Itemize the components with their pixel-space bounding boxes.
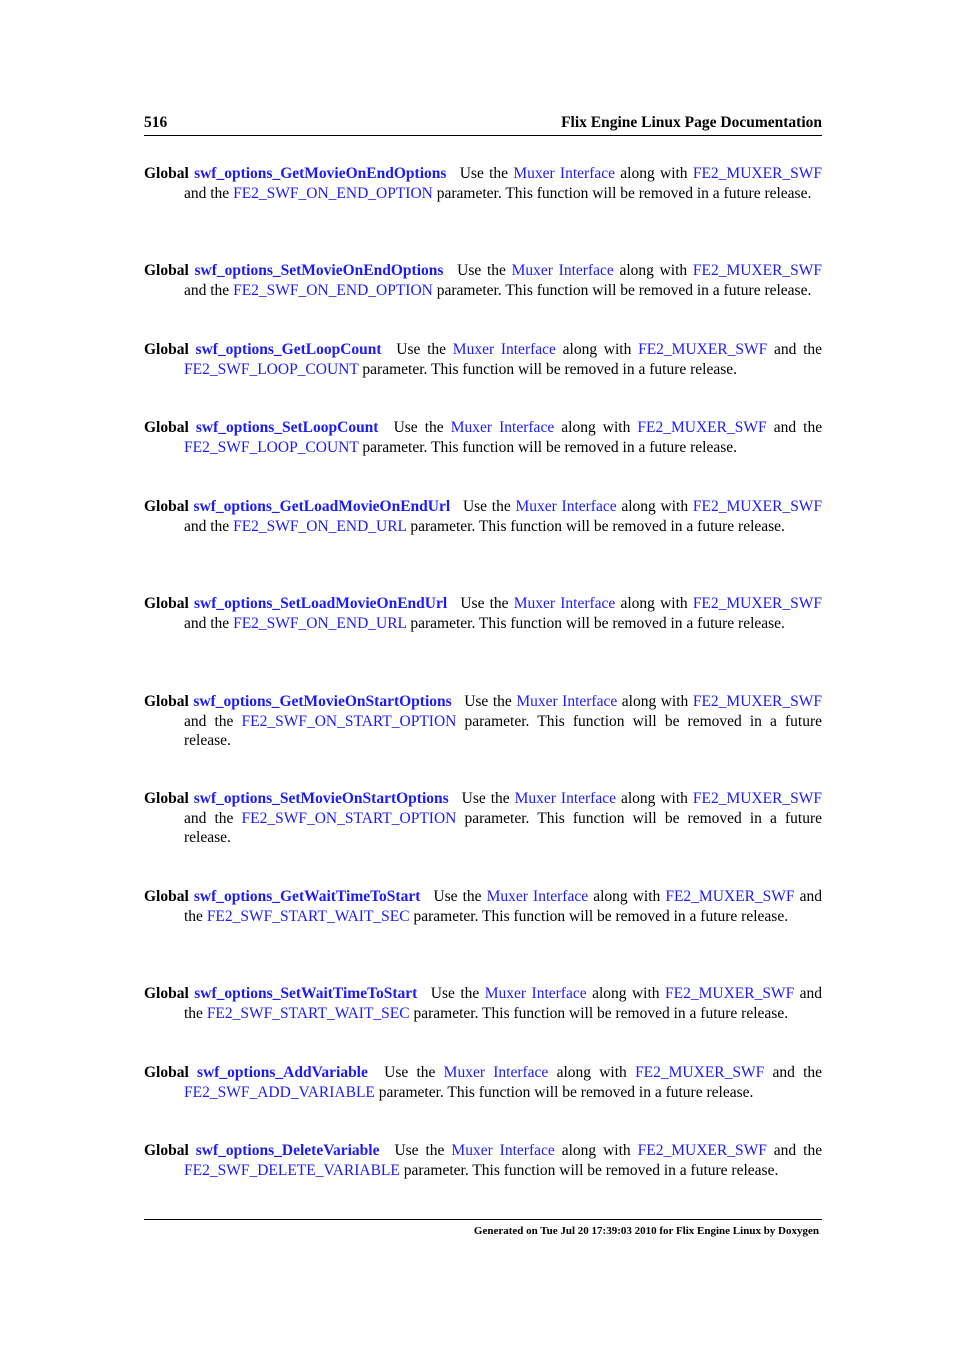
along-with-text: along with xyxy=(620,595,688,612)
use-the-text: Use the xyxy=(461,790,510,807)
page-number: 516 xyxy=(144,114,168,131)
deprecated-entry xyxy=(144,984,822,1023)
function-link[interactable]: swf_options_SetLoadMovieOnEndUrl xyxy=(193,595,448,612)
use-the-text: Use the xyxy=(430,985,480,1002)
parameter-link[interactable]: FE2_SWF_LOOP_COUNT xyxy=(184,360,359,378)
muxer-swf-link[interactable]: FE2_MUXER_SWF xyxy=(692,790,823,807)
use-the-text: Use the xyxy=(462,498,511,515)
muxer-interface-link[interactable]: Muxer Interface xyxy=(515,498,617,515)
along-with-text: along with xyxy=(621,693,689,710)
parameter-link[interactable]: FE2_SWF_ON_START_OPTION xyxy=(241,809,457,827)
global-label: Global xyxy=(144,498,189,515)
muxer-interface-link[interactable]: Muxer Interface xyxy=(451,1142,555,1159)
and-the-text: and the xyxy=(184,809,234,827)
removal-notice: parameter. This function will be removed in a future release. xyxy=(436,281,812,299)
muxer-interface-link[interactable]: Muxer Interface xyxy=(513,165,615,182)
use-the-text: Use the xyxy=(464,693,512,710)
parameter-link[interactable]: FE2_SWF_ON_END_URL xyxy=(233,517,407,535)
along-with-text: along with xyxy=(621,498,689,515)
removal-notice: parameter. This function will be removed in a future release. xyxy=(362,360,738,378)
muxer-interface-link[interactable]: Muxer Interface xyxy=(513,595,616,612)
along-with-text: along with xyxy=(562,341,632,358)
function-link[interactable]: swf_options_SetLoopCount xyxy=(195,419,379,436)
muxer-swf-link[interactable]: FE2_MUXER_SWF xyxy=(638,341,768,358)
footer-text: Generated on Tue Jul 20 17:39:03 2010 for Flix Engine Linux by Doxygen xyxy=(473,1225,819,1237)
use-the-text: Use the xyxy=(396,341,447,358)
deprecated-entry xyxy=(144,1141,822,1180)
use-the-text: Use the xyxy=(393,419,444,436)
deprecated-entry xyxy=(144,594,822,633)
use-the-text: Use the xyxy=(460,595,509,612)
and-the-text: and the xyxy=(184,281,230,299)
muxer-swf-link[interactable]: FE2_MUXER_SWF xyxy=(637,419,767,436)
parameter-link[interactable]: FE2_SWF_LOOP_COUNT xyxy=(184,438,359,456)
global-label: Global xyxy=(144,888,189,905)
and-the-text: and the xyxy=(772,1064,823,1081)
muxer-interface-link[interactable]: Muxer Interface xyxy=(511,262,614,279)
and-the-text: and the xyxy=(773,1142,823,1159)
muxer-swf-link[interactable]: FE2_MUXER_SWF xyxy=(692,693,823,710)
along-with-text: along with xyxy=(556,1064,627,1081)
parameter-link[interactable]: FE2_SWF_START_WAIT_SEC xyxy=(206,907,410,925)
muxer-interface-link[interactable]: Muxer Interface xyxy=(516,693,618,710)
and-the-text: and the xyxy=(184,888,822,925)
removal-notice: parameter. This function will be removed in a future release. xyxy=(410,614,785,632)
and-the-text: and the xyxy=(774,341,823,358)
global-label: Global xyxy=(144,1142,189,1159)
page-title: Flix Engine Linux Page Documentation xyxy=(561,114,822,131)
removal-notice: parameter. This function will be removed in a future release. xyxy=(436,184,812,202)
function-link[interactable]: swf_options_DeleteVariable xyxy=(195,1142,380,1159)
and-the-text: and the xyxy=(184,517,230,535)
along-with-text: along with xyxy=(561,1142,631,1159)
function-link[interactable]: swf_options_GetLoadMovieOnEndUrl xyxy=(193,498,451,515)
global-label: Global xyxy=(144,1064,189,1081)
deprecated-entry xyxy=(144,1063,822,1102)
function-link[interactable]: swf_options_GetMovieOnStartOptions xyxy=(193,693,452,710)
global-label: Global xyxy=(144,985,189,1002)
function-link[interactable]: swf_options_AddVariable xyxy=(197,1064,368,1081)
parameter-link[interactable]: FE2_SWF_ON_START_OPTION xyxy=(241,712,457,730)
parameter-link[interactable]: FE2_SWF_ADD_VARIABLE xyxy=(184,1083,375,1101)
muxer-swf-link[interactable]: FE2_MUXER_SWF xyxy=(665,985,795,1002)
global-label: Global xyxy=(144,693,189,710)
global-label: Global xyxy=(144,790,189,807)
parameter-link[interactable]: FE2_SWF_ON_END_OPTION xyxy=(233,281,433,299)
muxer-interface-link[interactable]: Muxer Interface xyxy=(514,790,616,807)
function-link[interactable]: swf_options_GetMovieOnEndOptions xyxy=(194,165,447,182)
parameter-link[interactable]: FE2_SWF_START_WAIT_SEC xyxy=(206,1004,410,1022)
global-label: Global xyxy=(144,165,189,182)
muxer-swf-link[interactable]: FE2_MUXER_SWF xyxy=(665,888,795,905)
along-with-text: along with xyxy=(561,419,631,436)
along-with-text: along with xyxy=(619,262,688,279)
function-link[interactable]: swf_options_GetLoopCount xyxy=(195,341,382,358)
and-the-text: and the xyxy=(184,712,234,730)
parameter-link[interactable]: FE2_SWF_DELETE_VARIABLE xyxy=(184,1161,400,1179)
removal-notice: parameter. This function will be removed in a future release. xyxy=(184,809,823,846)
along-with-text: along with xyxy=(592,985,660,1002)
deprecated-entry xyxy=(144,340,822,379)
muxer-interface-link[interactable]: Muxer Interface xyxy=(486,888,589,905)
and-the-text: and the xyxy=(773,419,823,436)
parameter-link[interactable]: FE2_SWF_ON_END_URL xyxy=(233,614,407,632)
muxer-swf-link[interactable]: FE2_MUXER_SWF xyxy=(637,1142,767,1159)
function-link[interactable]: swf_options_SetWaitTimeToStart xyxy=(194,985,418,1002)
deprecated-entry xyxy=(144,887,822,926)
use-the-text: Use the xyxy=(394,1142,445,1159)
and-the-text: and the xyxy=(184,985,823,1022)
deprecated-entry xyxy=(144,789,822,848)
muxer-swf-link[interactable]: FE2_MUXER_SWF xyxy=(692,165,823,182)
global-label: Global xyxy=(144,419,189,436)
and-the-text: and the xyxy=(184,184,230,202)
page-footer xyxy=(144,1219,822,1237)
function-link[interactable]: swf_options_SetMovieOnStartOptions xyxy=(193,790,449,807)
removal-notice: parameter. This function will be removed in a future release. xyxy=(413,1004,789,1022)
removal-notice: parameter. This function will be removed in a future release. xyxy=(378,1083,754,1101)
muxer-swf-link[interactable]: FE2_MUXER_SWF xyxy=(692,595,822,612)
deprecated-entry xyxy=(144,418,822,457)
global-label: Global xyxy=(144,341,189,358)
removal-notice: parameter. This function will be removed in a future release. xyxy=(184,712,823,749)
deprecated-entry xyxy=(144,692,822,751)
function-link[interactable]: swf_options_GetWaitTimeToStart xyxy=(193,888,421,905)
muxer-swf-link[interactable]: FE2_MUXER_SWF xyxy=(635,1064,765,1081)
removal-notice: parameter. This function will be removed in a future release. xyxy=(362,438,738,456)
removal-notice: parameter. This function will be removed in a future release. xyxy=(413,907,789,925)
function-link[interactable]: swf_options_SetMovieOnEndOptions xyxy=(194,262,444,279)
page-header xyxy=(144,112,822,136)
muxer-swf-link[interactable]: FE2_MUXER_SWF xyxy=(692,262,823,279)
deprecated-entry xyxy=(144,497,822,536)
along-with-text: along with xyxy=(620,790,688,807)
along-with-text: along with xyxy=(593,888,661,905)
and-the-text: and the xyxy=(184,614,230,632)
deprecated-entry xyxy=(144,261,822,300)
use-the-text: Use the xyxy=(457,262,506,279)
removal-notice: parameter. This function will be removed in a future release. xyxy=(403,1161,779,1179)
global-label: Global xyxy=(144,595,189,612)
removal-notice: parameter. This function will be removed in a future release. xyxy=(410,517,785,535)
use-the-text: Use the xyxy=(459,165,509,182)
global-label: Global xyxy=(144,262,189,279)
muxer-interface-link[interactable]: Muxer Interface xyxy=(450,419,555,436)
deprecated-entry xyxy=(144,164,822,203)
parameter-link[interactable]: FE2_SWF_ON_END_OPTION xyxy=(233,184,433,202)
muxer-interface-link[interactable]: Muxer Interface xyxy=(452,341,556,358)
muxer-interface-link[interactable]: Muxer Interface xyxy=(443,1064,549,1081)
use-the-text: Use the xyxy=(384,1064,436,1081)
muxer-interface-link[interactable]: Muxer Interface xyxy=(484,985,587,1002)
use-the-text: Use the xyxy=(433,888,482,905)
muxer-swf-link[interactable]: FE2_MUXER_SWF xyxy=(692,498,823,515)
along-with-text: along with xyxy=(620,165,688,182)
